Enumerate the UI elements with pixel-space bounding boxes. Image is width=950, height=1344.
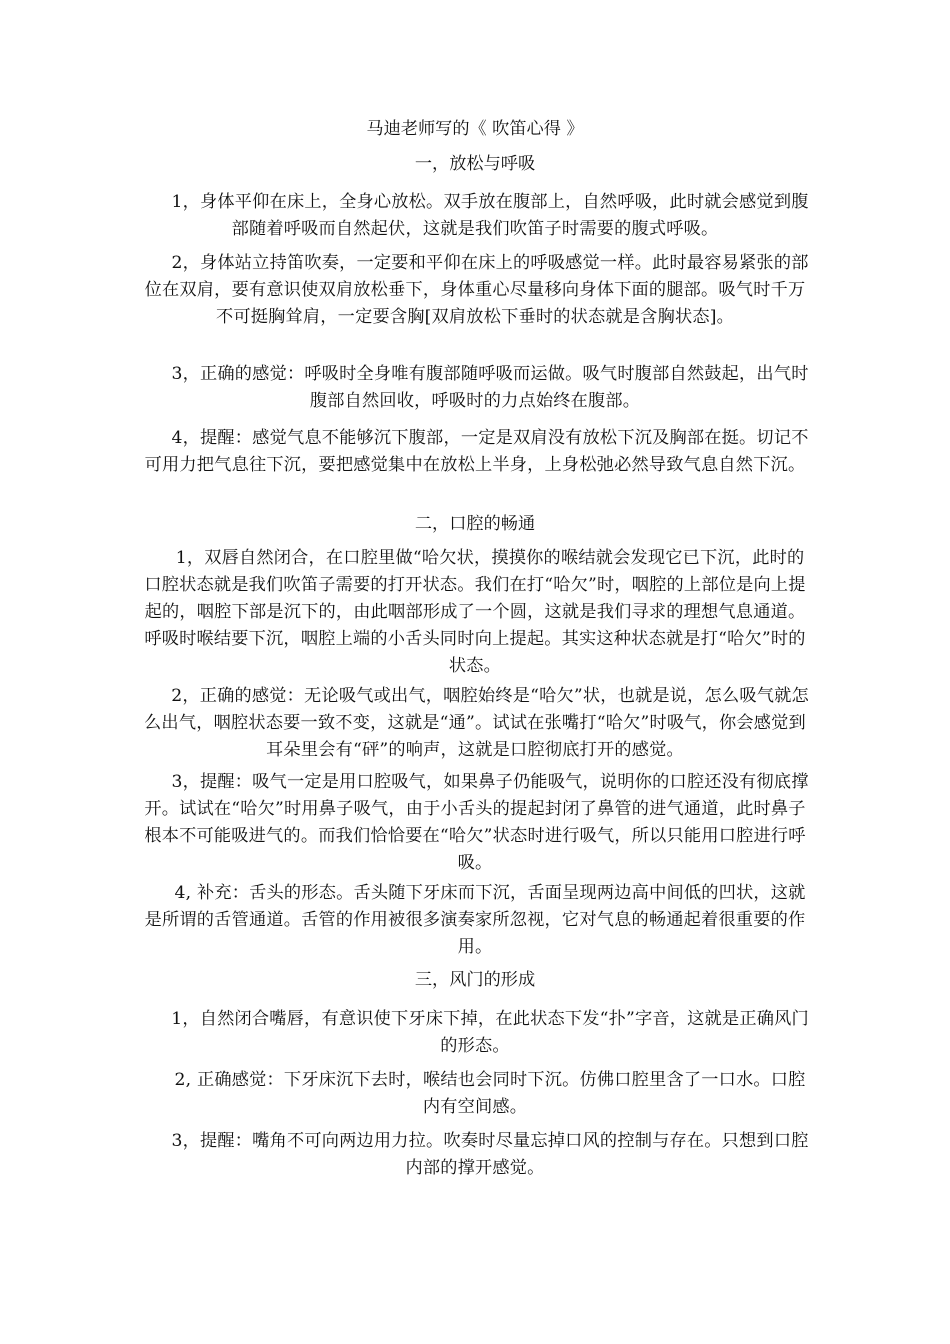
- paragraph: 4, 补充：舌头的形态。舌头随下牙床而下沉，舌面呈现两边高中间低的凹状，这就是所谓的舌管通道。舌管的作用被很多演奏家所忽视，它对气息的畅通起着很重要的作用。: [144, 883, 806, 957]
- paragraph: 3，正确的感觉：呼吸时全身唯有腹部随呼吸而运做。吸气时腹部自然鼓起，出气时腹部自然回收，呼吸时的力点始终在腹部。: [171, 364, 809, 411]
- paragraph: 2, 正确感觉：下牙床沉下去时，喉结也会同时下沉。仿佛口腔里含了一口水。口腔内有空间感。: [174, 1070, 806, 1117]
- section-heading-oral-cavity: 二，口腔的畅通: [414, 514, 536, 534]
- paragraph: 2，正确的感觉：无论吸气或出气，咽腔始终是“哈欠”状，也就是说，怎么吸气就怎么出气，咽腔状态要一致不变，这就是“通”。试试在张嘴打“哈欠”时吸气，你会感觉到耳朵里会有“砰”的响声，这就是口腔彻底打开的感觉。: [144, 686, 809, 760]
- paragraph: 3，提醒：吸气一定是用口腔吸气，如果鼻子仍能吸气，说明你的口腔还没有彻底撑开。试试在“哈欠”时用鼻子吸气，由于小舌头的提起封闭了鼻管的进气通道，此时鼻子根本不可能吸进气的。而我们恰恰要在“哈欠”状态时进行吸气，所以只能用口腔进行呼吸。: [144, 772, 809, 873]
- section-heading-relaxation: 一，放松与呼吸: [414, 154, 536, 174]
- paragraph: 2，身体站立持笛吹奏，一定要和平仰在床上的呼吸感觉一样。此时最容易紧张的部位在双肩，要有意识使双肩放松垂下，身体重心尽量移向身体下面的腿部。吸气时千万不可挺胸耸肩，一定要含胸[双肩放松下垂时的状态就是含胸状态]。: [144, 253, 809, 327]
- paragraph: 3，提醒：嘴角不可向两边用力拉。吹奏时尽量忘掉口风的控制与存在。只想到口腔内部的撑开感觉。: [171, 1131, 809, 1178]
- section-heading-embouchure: 三，风门的形成: [414, 970, 536, 990]
- paragraph: 1，双唇自然闭合，在口腔里做“哈欠状，摸摸你的喉结就会发现它已下沉，此时的口腔状态就是我们吹笛子需要的打开状态。我们在打“哈欠”时，咽腔的上部位是向上提起的，咽腔下部是沉下的，由此咽部形成了一个圆，这就是我们寻求的理想气息通道。呼吸时喉结要下沉，咽腔上端的小舌头同时向上提起。其实这种状态就是打“哈欠”时的状态。: [144, 548, 806, 676]
- paragraph: 4，提醒：感觉气息不能够沉下腹部，一定是双肩没有放松下沉及胸部在挺。切记不可用力把气息往下沉，要把感觉集中在放松上半身，上身松弛必然导致气息自然下沉。: [144, 428, 809, 475]
- document-title: 马迪老师写的《 吹笛心得 》: [366, 119, 584, 139]
- paragraph: 1，身体平仰在床上，全身心放松。双手放在腹部上，自然呼吸，此时就会感觉到腹部随着呼吸而自然起伏，这就是我们吹笛子时需要的腹式呼吸。: [171, 192, 809, 239]
- paragraph: 1，自然闭合嘴唇，有意识使下牙床下掉，在此状态下发“扑”字音，这就是正确风门的形态。: [171, 1009, 809, 1056]
